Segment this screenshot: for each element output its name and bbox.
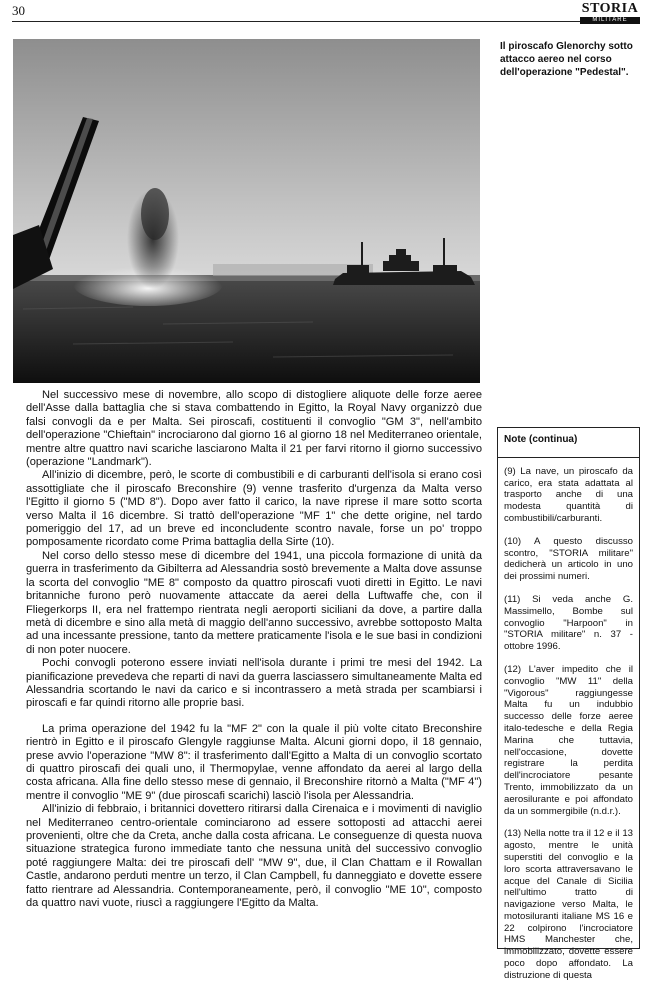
historical-photo — [13, 39, 480, 383]
body-paragraph: La prima operazione del 1942 fu la "MF 2" con la quale il più volte citato Breconshire rientrò in Egitto e il piroscafo Glengyle raggiunse Malta. Alcuni giorni dopo, il 18 gennaio, prese avvio l'operazione "MW 8": il trasferimento dall'Egitto a Malta di un convoglio scortato di quattro piroscafi dei quali uno, il Thermopylae, venne affondato da aerei al largo della costa africana. Alla fine dello stesso mese di gennaio, il Breconshire ritornò a Malta ("MF 4") mentre il convoglio "ME 9" (due piroscafi scarichi) lasciò l'isola per Alessandria. — [26, 722, 482, 802]
magazine-logo — [580, 2, 640, 24]
notes-box — [497, 427, 640, 981]
body-paragraph: All'inizio di dicembre, però, le scorte di combustibili e di carburanti dell'isola si erano così assottigliate che il piroscafo Breconshire (9) venne trasferito d'urgenza da Malta verso l'Egitto il giorno 5 ("MD 8"). Dopo aver fatto il carico, la nave riprese il mare sotto scorta verso Malta il 16 dicembre. Si trattò dell'operazione "MF 1" che dette origine, nel tardo pomeriggio del 17, ad un breve ed inconcludente scontro navale, forse un po' troppo pomposamente ricordato come Prima battaglia della Sirte (10). — [26, 469, 482, 549]
logo-subtext: MILITARE — [580, 17, 640, 24]
note-item: (9) La nave, un piroscafo da carico, era stata adattata al trasporto anche di una modesta quantità di combustibili/carburanti. — [504, 465, 633, 524]
notes-title: Note (continua) — [504, 434, 578, 445]
notes-divider — [498, 457, 639, 458]
photo-caption: Il piroscafo Glenorchy sotto attacco aereo nel corso dell'operazione "Pedestal". — [500, 41, 633, 78]
header-rule — [12, 21, 608, 22]
body-paragraph: Nel successivo mese di novembre, allo scopo di distogliere aliquote delle forze aeree dell'Asse dalla battaglia che si stava combattendo in Egitto, la Royal Navy organizzò due falsi convogli da e per Malta. Sei piroscafi, costituenti il convoglio "GM 3", nell'ambito dell'operazione "Chieftain" incrociarono dal giorno 16 al giorno 18 nel Mediterraneo orientale, mentre altre quattro navi scariche lasciarono Malta il 21 per farvi ritorno il giorno successivo (operazione "Landmark"). — [26, 389, 482, 469]
note-item: (12) L'aver impedito che il convoglio "MW 11" della "Vigorous" raggiungesse Malta fu un indubbio successo delle forze aeree italo-tedesche e della Regia Marina che tuttavia, nell'occasione, dovette registrare la perdita dell'incrociatore pesante Trento, immobilizzato da un aerosilurante e poi affondato da un sommergibile (n.d.r.). — [504, 663, 633, 817]
note-item: (11) Si veda anche G. Massimello, Bombe sul convoglio "Harpoon" in "STORIA militare" n. 37 - ottobre 1996. — [504, 593, 633, 653]
note-item: (10) A questo discusso scontro, "STORIA militare" dedicherà un articolo in uno dei prossimi numeri. — [504, 535, 633, 583]
ship-under-attack-image — [13, 39, 480, 383]
body-paragraph: Pochi convogli poterono essere inviati nell'isola durante i primi tre mesi del 1942. La pianificazione prevedeva che reparti di navi da guerra lasciassero simultaneamente Malta ed Alessandria scortando le navi da carico e si incontrassero a metà strada per scambiarsi i piroscafi e far quindi ritorno alle proprie basi. — [26, 657, 482, 710]
article-body — [26, 389, 482, 910]
body-paragraph: All'inizio di febbraio, i britannici dovettero ritirarsi dalla Cirenaica e i movimenti di naviglio nel Mediterraneo centro-orientale cominciarono ad essere sottoposti ad attacchi aerei provenienti, oltre che da Creta, anche dalla costa africana. Le conseguenze di questa nuova situazione strategica furono immediate tanto che nessuna unità del successivo convoglio poté raggiungere Malta: dei tre piroscafi dell' "MW 9", due, il Clan Chattam e il Rowallan Castle, andarono perduti mentre un terzo, il Clan Campbell, fu danneggiato e dovette essere fatto rientrare ad Alessandria. Contemporaneamente, però, il convoglio "ME 10", composto da quattro navi vuote, riuscì a raggiungere l'Egitto da Malta. — [26, 803, 482, 910]
note-item: (13) Nella notte tra il 12 e il 13 agosto, mentre le unità superstiti del convoglio e la loro scorta attraversavano le acque del Canale di Sicilia nell'ultimo tratto di navigazione verso Malta, le motosiluranti italiane MS 16 e 22 colpirono l'incrociatore HMS Manchester che, immobilizzato, dovette essere poco dopo affondato. La distruzione di questa — [504, 828, 633, 981]
page-number: 30 — [12, 3, 25, 18]
logo-text: STORIA — [581, 1, 639, 16]
body-paragraph: Nel corso dello stesso mese di dicembre del 1941, una piccola formazione di unità da guerra in trasferimento da Gibilterra ad Alessandria sostò brevemente a Malta dove assunse la scorta del convoglio "ME 8" composto da quattro piroscafi vuoti diretti in Egitto. Le navi britanniche furono però nuovamente attaccate da aerei della Luftwaffe che, con il Fliegerkorps II, era nel frattempo rientrata negli aeroporti siciliani da dove, a partire dalla metà di dicembre e sino alla metà di maggio dell'anno successivo, avrebbe sottoposto Malta ad una incessante pressione, tanto da mettere praticamente l'isola e le sue basi in condizioni di non poter nuocere. — [26, 549, 482, 656]
